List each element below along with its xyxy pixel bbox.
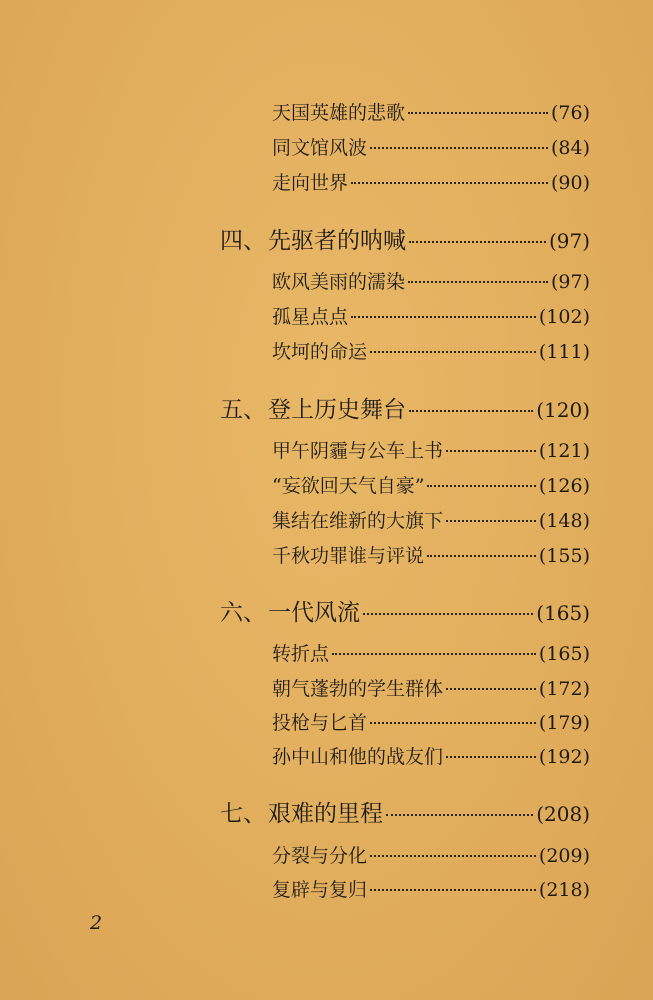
toc-section xyxy=(220,594,590,627)
dot-leader xyxy=(351,181,548,184)
section-number: 七、 xyxy=(220,801,266,827)
entry-page: (148) xyxy=(538,510,590,532)
section-page: (165) xyxy=(536,601,590,625)
toc-entry xyxy=(272,708,590,735)
entry-title: 朝气蓬勃的学生群体 xyxy=(272,678,444,700)
dot-leader xyxy=(446,755,536,758)
entry-title: 集结在维新的大旗下 xyxy=(272,510,444,532)
toc-entry xyxy=(272,506,590,533)
dot-leader xyxy=(427,554,536,557)
entry-title: 千秋功罪谁与评说 xyxy=(272,545,425,567)
dot-leader xyxy=(409,240,546,243)
dot-leader xyxy=(408,111,548,114)
toc-entry xyxy=(272,168,590,195)
entry-page: (76) xyxy=(550,102,590,124)
entry-title: 孤星点点 xyxy=(272,306,349,328)
toc-entry xyxy=(272,639,590,666)
page-folio: 2 xyxy=(90,912,103,934)
toc-entry xyxy=(272,875,590,902)
entry-title: 欧风美雨的濡染 xyxy=(272,271,406,293)
toc-entry xyxy=(272,674,590,701)
dot-leader xyxy=(370,146,548,149)
toc-entry xyxy=(272,742,590,769)
section-title: 一代风流 xyxy=(268,600,360,626)
entry-page: (84) xyxy=(550,137,590,159)
entry-title: 孙中山和他的战友们 xyxy=(272,746,444,768)
entry-page: (111) xyxy=(538,341,590,363)
toc-entry xyxy=(272,337,590,364)
dot-leader xyxy=(408,280,548,283)
entry-page: (155) xyxy=(538,545,590,567)
entry-title: 分裂与分化 xyxy=(272,845,368,867)
section-page: (97) xyxy=(548,229,590,253)
toc-entry xyxy=(272,98,590,125)
dot-leader xyxy=(363,612,533,615)
entry-page: (192) xyxy=(538,746,590,768)
section-number: 六、 xyxy=(220,600,266,626)
toc-entry xyxy=(272,302,590,329)
toc-entry xyxy=(272,541,590,568)
entry-title: “妄欲回天气自豪” xyxy=(272,475,425,497)
toc-entry xyxy=(272,841,590,868)
entry-page: (209) xyxy=(538,845,590,867)
entry-page: (90) xyxy=(550,172,590,194)
entry-title: 投枪与匕首 xyxy=(272,712,368,734)
entry-page: (179) xyxy=(538,712,590,734)
toc-section xyxy=(220,795,590,828)
entry-title: 天国英雄的悲歌 xyxy=(272,102,406,124)
dot-leader xyxy=(370,721,536,724)
entry-page: (121) xyxy=(538,440,590,462)
toc-section xyxy=(220,391,590,424)
entry-page: (172) xyxy=(538,678,590,700)
entry-title: 转折点 xyxy=(272,643,330,665)
entry-title: 同文馆风波 xyxy=(272,137,368,159)
entry-page: (126) xyxy=(538,475,590,497)
section-page: (120) xyxy=(536,398,590,422)
entry-page: (97) xyxy=(550,271,590,293)
dot-leader xyxy=(386,813,533,816)
dot-leader xyxy=(427,484,535,487)
entry-title: 甲午阴霾与公车上书 xyxy=(272,440,444,462)
toc-entry xyxy=(272,436,590,463)
entry-title: 复辟与复归 xyxy=(272,879,368,901)
dot-leader xyxy=(370,854,536,857)
toc-section xyxy=(220,222,590,255)
section-page: (208) xyxy=(536,802,590,826)
section-number: 五、 xyxy=(220,397,266,423)
section-title: 艰难的里程 xyxy=(268,801,383,827)
entry-page: (102) xyxy=(538,306,590,328)
dot-leader xyxy=(370,888,536,891)
dot-leader xyxy=(332,652,536,655)
dot-leader xyxy=(370,350,536,353)
section-title: 先驱者的呐喊 xyxy=(268,228,406,254)
toc-entry xyxy=(272,267,590,294)
toc-entry xyxy=(272,471,590,498)
dot-leader xyxy=(409,409,533,412)
dot-leader xyxy=(446,687,536,690)
toc-entry xyxy=(272,133,590,160)
entry-title: 走向世界 xyxy=(272,172,349,194)
section-title: 登上历史舞台 xyxy=(268,397,406,423)
dot-leader xyxy=(446,449,536,452)
dot-leader xyxy=(446,519,536,522)
dot-leader xyxy=(351,315,536,318)
section-number: 四、 xyxy=(220,228,266,254)
entry-title: 坎坷的命运 xyxy=(272,341,368,363)
entry-page: (218) xyxy=(538,879,590,901)
entry-page: (165) xyxy=(538,643,590,665)
